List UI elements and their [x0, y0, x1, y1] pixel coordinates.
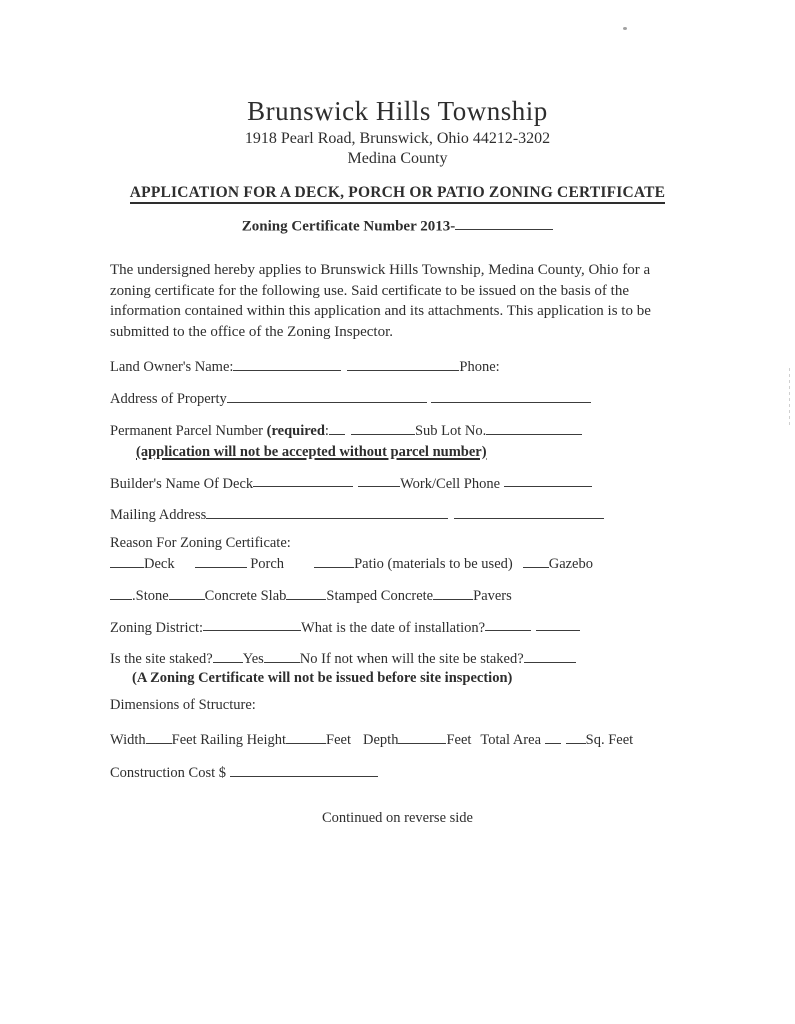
sub-lot-label: Sub Lot No. — [414, 422, 487, 439]
railing-height-label: Feet Railing Height — [171, 731, 287, 748]
mailing-address-label: Mailing Address — [110, 507, 207, 524]
certificate-number-line — [0, 215, 795, 235]
blank-field — [347, 356, 459, 371]
spacer — [513, 567, 523, 568]
blank-field — [431, 388, 591, 403]
scan-speck — [623, 27, 627, 30]
township-address: 1918 Pearl Road, Brunswick, Ohio 44212-3202 — [244, 130, 551, 147]
gazebo-option-label: Gazebo — [548, 555, 593, 572]
blank-field — [146, 729, 172, 744]
blank-field — [213, 648, 243, 663]
certificate-number-label: Zoning Certificate Number 2013- — [241, 218, 456, 235]
blank-field — [545, 729, 561, 744]
footer-note: Continued on reverse side — [321, 810, 473, 826]
zoning-district-line — [110, 617, 685, 638]
blank-field — [227, 388, 427, 403]
construction-cost-label: Construction Cost $ — [110, 764, 230, 781]
sq-feet-label: Sq. Feet — [585, 731, 634, 748]
blank-field — [110, 553, 144, 568]
parcel-warning-label: (application will not be accepted without parcel number) — [136, 443, 487, 460]
blank-field — [195, 553, 247, 568]
blank-field — [264, 648, 300, 663]
blank-field — [169, 585, 205, 600]
parcel-number-label: Permanent Parcel Number — [110, 422, 267, 439]
inspection-warning-line — [110, 669, 685, 688]
land-owner-label: Land Owner's Name: — [110, 359, 234, 376]
installation-date-label: What is the date of installation? — [301, 619, 486, 636]
blank-field — [433, 585, 473, 600]
blank-field — [253, 473, 353, 488]
construction-cost-line — [110, 762, 685, 783]
total-area-label: Total Area — [480, 731, 545, 748]
township-county: Medina County — [347, 150, 448, 167]
blank-field — [358, 473, 400, 488]
parcel-warning-line — [110, 443, 685, 462]
feet-label: Feet — [446, 731, 472, 748]
blank-field — [329, 420, 345, 435]
materials-options-line — [110, 585, 685, 606]
dimensions-heading-line — [110, 696, 685, 715]
document-header — [0, 0, 795, 235]
blank-field — [286, 729, 326, 744]
blank-field — [454, 504, 604, 519]
stone-option-label: .Stone — [132, 587, 169, 604]
document-content — [110, 260, 685, 782]
depth-label: Depth — [363, 731, 399, 748]
colon: : — [324, 422, 329, 439]
zoning-district-label: Zoning District: — [110, 619, 204, 636]
blank-field — [230, 762, 378, 777]
certificate-number-blank — [455, 215, 553, 230]
township-title: Brunswick Hills Township — [247, 96, 548, 126]
width-label: Width — [110, 731, 146, 748]
builder-name-line — [110, 473, 685, 494]
feet-label: Feet — [326, 731, 352, 748]
application-heading-line — [0, 184, 795, 202]
dimensions-heading-label: Dimensions of Structure: — [110, 697, 256, 714]
stamped-concrete-option-label: Stamped Concrete — [326, 587, 434, 604]
deck-option-label: Deck — [144, 555, 175, 572]
blank-field — [504, 473, 592, 488]
mailing-address-line — [110, 504, 685, 525]
spacer — [284, 567, 314, 568]
blank-field — [203, 617, 301, 632]
when-staked-label: No If not when will the site be staked? — [299, 651, 524, 668]
scan-edge-artifact — [789, 368, 790, 426]
property-address-line — [110, 388, 685, 409]
porch-option-label: Porch — [246, 555, 285, 572]
property-address-label: Address of Property — [110, 390, 227, 407]
required-label: (required — [266, 422, 325, 439]
blank-field — [351, 420, 415, 435]
reason-options-line — [110, 553, 685, 574]
site-staked-label: Is the site staked? — [110, 651, 213, 668]
spacer — [175, 567, 195, 568]
blank-field — [566, 729, 586, 744]
application-heading: APPLICATION FOR A DECK, PORCH OR PATIO ZONING CERTIFICATE — [130, 184, 665, 204]
inspection-warning-label: (A Zoning Certificate will not be issued before site inspection) — [132, 670, 513, 687]
builder-name-label: Builder's Name Of Deck — [110, 475, 254, 492]
reason-heading-line — [110, 534, 685, 553]
parcel-number-line — [110, 420, 685, 441]
site-staked-line — [110, 648, 685, 669]
form-body — [110, 356, 685, 782]
intro-paragraph: The undersigned hereby applies to Brunswick Hills Township, Medina County, Ohio for a zoning certificate for the following use. Said certificate to be issued on the basis of the information contained within this application and its attachments. This application is to be submitted to the office of the Zoning Inspector. — [110, 262, 651, 340]
blank-field — [398, 729, 446, 744]
blank-field — [486, 420, 582, 435]
blank-field — [233, 356, 341, 371]
phone-label: Phone: — [459, 359, 500, 376]
spacer — [351, 743, 363, 744]
blank-field — [110, 585, 132, 600]
yes-label: Yes — [242, 651, 264, 668]
concrete-slab-option-label: Concrete Slab — [204, 587, 287, 604]
patio-option-label: Patio (materials to be used) — [354, 555, 513, 572]
blank-field — [523, 553, 549, 568]
reason-heading-label: Reason For Zoning Certificate: — [110, 535, 291, 552]
blank-field — [206, 504, 448, 519]
blank-field — [524, 648, 576, 663]
blank-field — [485, 617, 531, 632]
blank-field — [314, 553, 354, 568]
pavers-option-label: Pavers — [473, 587, 512, 604]
blank-field — [536, 617, 580, 632]
land-owner-line — [110, 356, 685, 377]
dimensions-line — [110, 729, 685, 750]
work-cell-phone-label: Work/Cell Phone — [400, 475, 504, 492]
blank-field — [286, 585, 326, 600]
